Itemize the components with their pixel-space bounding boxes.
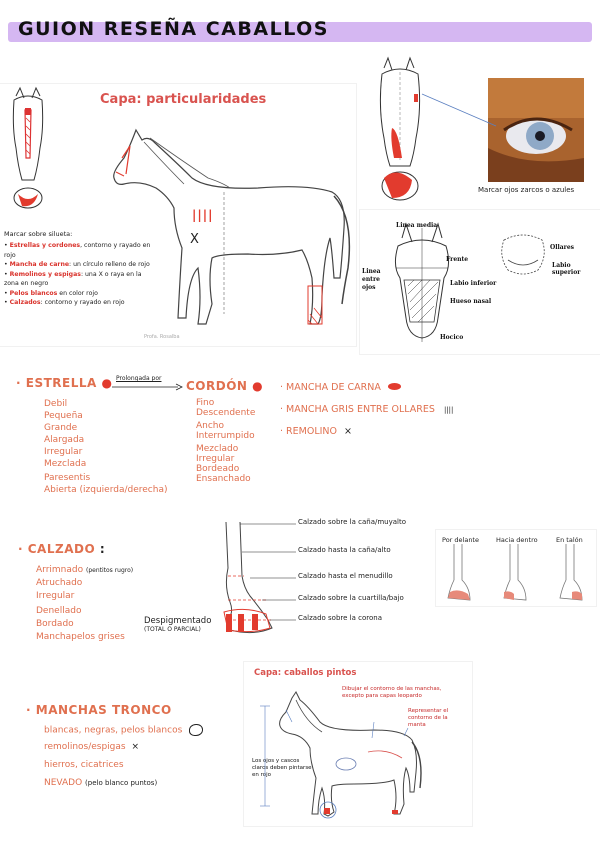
x-icon: × bbox=[344, 426, 353, 437]
list-item: Mezclada bbox=[44, 459, 87, 469]
leg-label: Calzado sobre la caña/muyalto bbox=[298, 518, 407, 526]
list-item: Bordeado bbox=[196, 464, 240, 474]
face-structure-panel bbox=[360, 210, 600, 354]
list-item: remolinos/espigas × bbox=[44, 742, 140, 752]
label-linea-entre-ojos: Linea entre ojos bbox=[362, 268, 381, 291]
hoof-heel bbox=[556, 544, 586, 604]
eye-caption: Marcar ojos zarcos o azules bbox=[478, 186, 575, 194]
pintos-note-1: Dibujar el contorno de las manchas, excepto para capas leopardo bbox=[342, 686, 442, 699]
list-item: Bordado bbox=[36, 619, 74, 629]
leg-labels bbox=[298, 518, 406, 634]
red-oval-icon bbox=[388, 383, 401, 390]
circle-icon: ● bbox=[101, 376, 113, 390]
list-item: Irregular bbox=[44, 447, 83, 457]
blob-outline-icon bbox=[189, 724, 203, 736]
strokes-icon: |||| bbox=[443, 406, 454, 414]
estrella-list bbox=[44, 398, 167, 496]
pinto-horse-silhouette bbox=[274, 692, 424, 824]
manchas-heading: · MANCHAS TRONCO bbox=[26, 703, 172, 717]
despigmentado-label: Despigmentado (TOTAL O PARCIAL) bbox=[144, 616, 212, 633]
cordon-list bbox=[196, 398, 255, 484]
capa-panel-title: Capa: particularidades bbox=[100, 92, 267, 107]
face-front-diagram bbox=[8, 88, 48, 208]
x-icon: × bbox=[131, 742, 140, 752]
list-item: Irregular bbox=[36, 591, 75, 601]
face-eye-diagram bbox=[372, 58, 432, 208]
legend-intro: Marcar sobre silueta: bbox=[4, 230, 73, 238]
list-item: Descendente bbox=[196, 408, 256, 418]
hoof-label: En talón bbox=[556, 536, 583, 544]
list-item: Manchapelos grises bbox=[36, 632, 125, 642]
page-title: GUION RESEÑA CABALLOS bbox=[18, 18, 329, 40]
list-item: Mezclado bbox=[196, 444, 239, 454]
list-item: Denellado bbox=[36, 606, 82, 616]
list-item: Abierta (izquierda/derecha) bbox=[44, 485, 168, 495]
legend-item: • Estrellas y cordones, contorno y rayado en rojo bbox=[4, 242, 151, 259]
list-item: Interrumpido bbox=[196, 431, 255, 441]
list-item: hierros, cicatrices bbox=[44, 760, 124, 770]
list-item: Paresentis bbox=[44, 473, 91, 483]
cordon-heading: CORDÓN ● bbox=[186, 379, 264, 393]
label-linea-media: Linea media bbox=[396, 222, 438, 229]
label-hueso-nasal: Hueso nasal bbox=[450, 298, 492, 305]
credit: Profa. Rosalba bbox=[144, 334, 180, 340]
list-item: Ancho bbox=[196, 421, 225, 431]
hoof-front bbox=[444, 544, 474, 604]
legend-item: • Calzados: contorno y rayado en rojo bbox=[4, 299, 125, 306]
pintos-title: Capa: caballos pintos bbox=[254, 668, 357, 678]
leg-diagram bbox=[214, 516, 296, 640]
list-item: Arrimnado (pentitos rugro) bbox=[36, 565, 134, 575]
pintos-note-2: Representar el contorno de la manta bbox=[408, 708, 449, 728]
pointer-line bbox=[420, 90, 500, 130]
legend-item: • Pelos blancos en color rojo bbox=[4, 289, 98, 297]
list-item: NEVADO (pelo blanco puntos) bbox=[44, 778, 158, 788]
capa-legend bbox=[4, 241, 152, 308]
pintos-panel bbox=[244, 662, 472, 826]
hoof-label: Hacia dentro bbox=[496, 536, 538, 544]
estrella-heading: · ESTRELLA ● bbox=[16, 376, 113, 390]
list-item: Irregular bbox=[196, 454, 235, 464]
legend-item: • Remolinos y espigas: una X o raya en la zona en negro bbox=[4, 270, 142, 287]
capa-panel bbox=[0, 84, 356, 346]
leg-label: Calzado hasta la caña/alto bbox=[298, 546, 391, 554]
marks-list bbox=[280, 382, 453, 448]
label-labio-inferior: Labio inferior bbox=[450, 280, 497, 287]
hoof-variants-panel bbox=[436, 530, 596, 606]
pinto-dimension-lines bbox=[260, 706, 270, 816]
label-frente: Frente bbox=[446, 256, 469, 263]
mark-item: · MANCHA GRIS ENTRE OLLARES |||| bbox=[280, 404, 454, 415]
mark-item: · REMOLINO × bbox=[280, 426, 353, 437]
hoof-label: Por delante bbox=[442, 536, 479, 544]
mark-item: · MANCHA DE CARNA bbox=[280, 382, 453, 404]
leg-label: Calzado hasta el menudillo bbox=[298, 572, 393, 580]
hoof-inside bbox=[500, 544, 530, 604]
list-item: Pequeña bbox=[44, 411, 83, 421]
list-item: Ensanchado bbox=[196, 474, 251, 484]
list-item: blancas, negras, pelos blancos bbox=[44, 724, 203, 742]
list-item: Fino bbox=[196, 398, 215, 408]
list-item: Debil bbox=[44, 399, 68, 409]
horse-mark-x: X bbox=[190, 232, 199, 247]
arrow-right-icon bbox=[112, 383, 184, 391]
leg-label: Calzado sobre la corona bbox=[298, 614, 382, 622]
list-item: Alargada bbox=[44, 435, 85, 445]
face-structure-muzzle bbox=[498, 230, 548, 280]
label-labio-superior: Labio superior bbox=[552, 262, 581, 276]
label-hocico: Hocico bbox=[440, 334, 464, 341]
leg-label: Calzado sobre la cuartilla/bajo bbox=[298, 594, 404, 602]
manchas-list bbox=[44, 724, 203, 796]
arrow-label: Prolongada por bbox=[116, 375, 162, 382]
calzado-heading: · CALZADO : bbox=[18, 542, 106, 556]
legend-item: • Mancha de carne: un círculo relleno de rojo bbox=[4, 261, 150, 268]
eye-photo bbox=[488, 78, 584, 182]
list-item: Atruchado bbox=[36, 578, 83, 588]
list-item: Grande bbox=[44, 423, 78, 433]
circle-icon: ● bbox=[252, 379, 264, 393]
label-ollares: Ollares bbox=[550, 244, 575, 251]
horse-mark-strokes: |||| bbox=[192, 208, 214, 222]
calzado-list bbox=[36, 564, 133, 644]
pintos-note-3: Los ojos y cascos claros deben pintarse en rojo bbox=[252, 758, 312, 778]
